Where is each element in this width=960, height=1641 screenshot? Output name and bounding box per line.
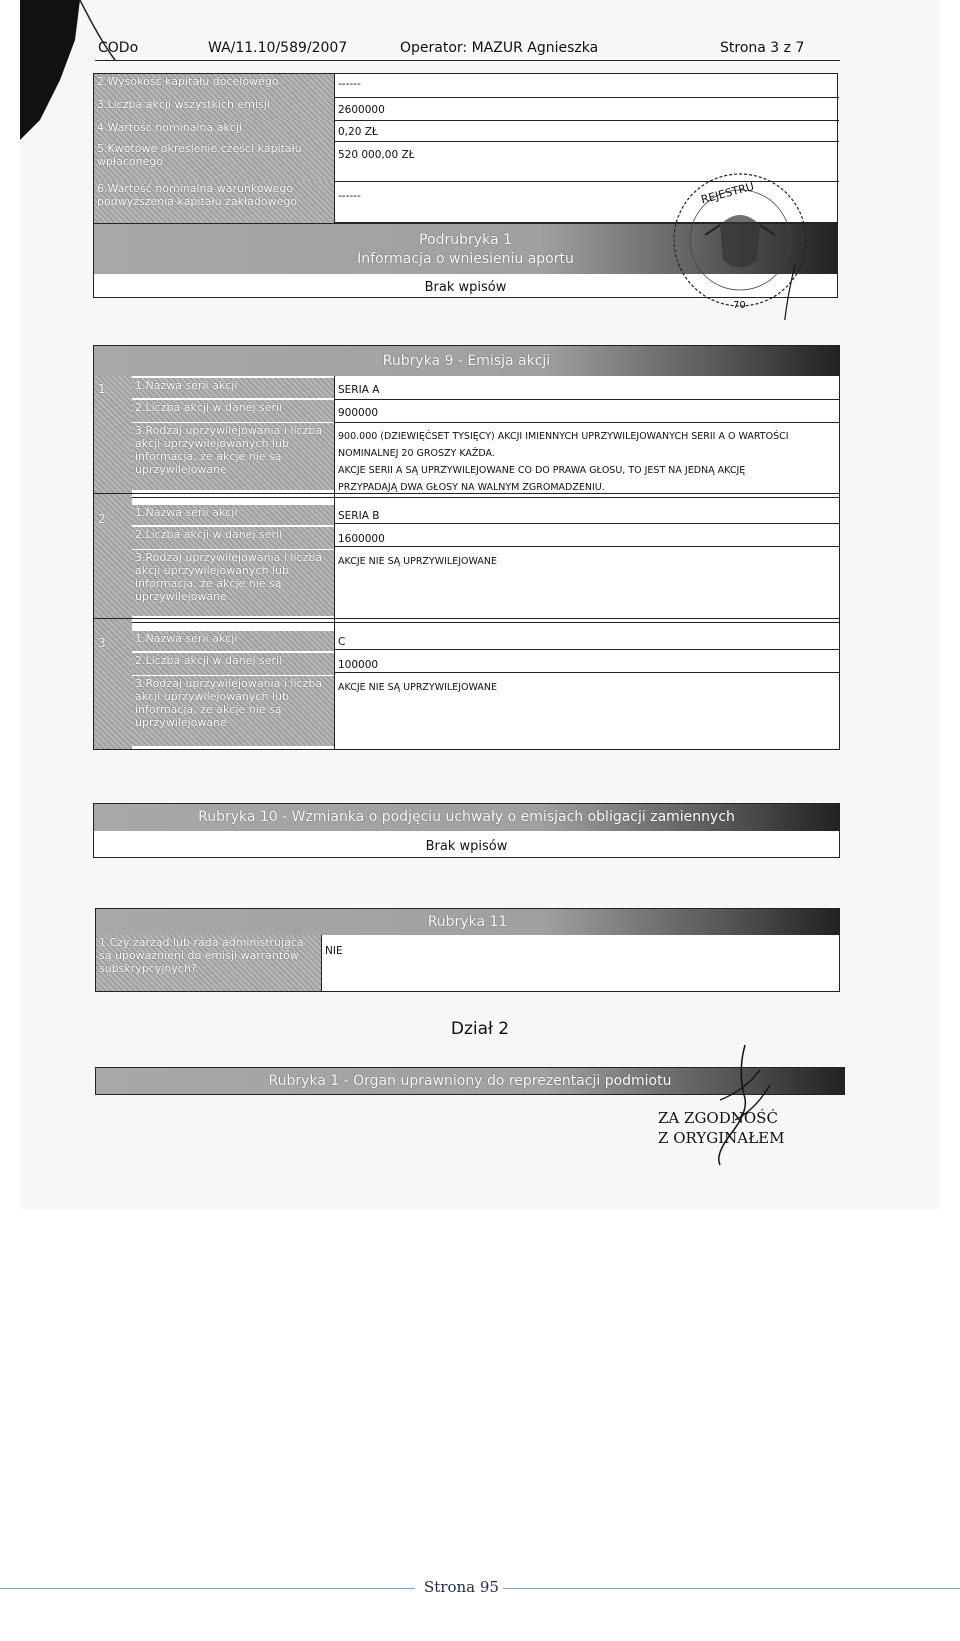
official-seal (665, 165, 815, 320)
page-indicator: Strona 3 z 7 (720, 40, 805, 56)
label-series-type: 3.Rodzaj uprzywilejowania i liczba akcji uprzywilejowanych lub informacja, że akcje nie są uprzywilejowane (132, 676, 334, 746)
label-series-name: 1.Nazwa serii akcji (132, 505, 334, 525)
operator-name: Operator: MAZUR Agnieszka (400, 40, 599, 56)
capital-label-conditional: 6.Wartość nominalna warunkowego podwyższenia kapitału zakładowego (94, 181, 334, 223)
series-number-column (94, 376, 132, 749)
label-series-name: 1.Nazwa serii akcji (132, 378, 334, 398)
subsection-subtitle: Informacja o wniesieniu aportu (357, 251, 574, 267)
section-warrants (95, 908, 840, 992)
warrants-question: 1.Czy zarząd lub rada administrująca są upoważnieni do emisji warrantów subskrypcyjnych? (96, 935, 321, 991)
label-series-type: 3.Rodzaj uprzywilejowania i liczba akcji uprzywilejowanych lub informacja, że akcje nie są uprzywilejowane (132, 550, 334, 616)
chapter-title: Dział 2 (450, 1019, 510, 1039)
capital-value-paid: 520 000,00 ZŁ (338, 149, 415, 161)
seal-number: 70 (733, 300, 746, 311)
section-share-issue (93, 345, 840, 750)
series-count: 1600000 (338, 533, 385, 545)
label-series-type: 3.Rodzaj uprzywilejowania i liczba akcji uprzywilejowanych lub informacja, że akcje nie są uprzywilejowane (132, 423, 334, 490)
capital-label-shares: 3.Liczba akcji wszystkich emisji (94, 97, 334, 120)
series-name: SERIA A (338, 384, 380, 396)
capital-value-conditional: ------ (338, 190, 361, 202)
footer-rule-left (0, 1588, 415, 1589)
capital-label-nominal: 4.Wartość nominalna akcji (94, 120, 334, 141)
section-bonds (93, 803, 840, 858)
capital-value-shares: 2600000 (338, 104, 385, 116)
capital-label-target: 2.Wysokość kapitału docelowego (94, 74, 334, 97)
reference-number: WA/11.10/589/2007 (208, 40, 348, 56)
series-name: C (338, 636, 346, 648)
series-count: 100000 (338, 659, 379, 671)
label-series-name: 1.Nazwa serii akcji (132, 631, 334, 651)
codo-label: CODo (98, 40, 139, 56)
series-number: 1 (98, 382, 106, 396)
label-series-count: 2.Liczba akcji w danej serii (132, 400, 334, 422)
series-number: 2 (98, 512, 106, 526)
footer-page-number: Strona 95 (424, 1578, 499, 1596)
page-header (98, 40, 838, 60)
handwritten-signature (700, 1040, 780, 1170)
series-type: AKCJE NIE SĄ UPRZYWILEJOWANE (338, 556, 497, 567)
subsection-empty: Brak wpisów (424, 280, 507, 295)
capital-value-nominal: 0,20 ZŁ (338, 126, 378, 138)
series-count: 900000 (338, 407, 379, 419)
header-rule (95, 60, 840, 61)
capital-value-target: ------ (338, 78, 361, 90)
stamp-line-1: ZA ZGODNOŚĆ (658, 1109, 778, 1127)
label-series-count: 2.Liczba akcji w danej serii (132, 653, 334, 675)
footer-rule-right (503, 1588, 960, 1589)
warrants-answer: NIE (325, 945, 343, 957)
section-bonds-title: Rubryka 10 - Wzmianka o podjęciu uchwały o emisjach obligacji zamiennych (198, 809, 735, 825)
series-type: AKCJE NIE SĄ UPRZYWILEJOWANE (338, 682, 497, 693)
section-share-issue-header (94, 346, 839, 376)
subsection-title: Podrubryka 1 (419, 232, 512, 248)
section-share-issue-title: Rubryka 9 - Emisja akcji (382, 353, 551, 369)
label-series-count: 2.Liczba akcji w danej serii (132, 527, 334, 549)
section-bonds-header (94, 804, 839, 831)
stamp-line-2: Z ORYGINAŁEM (658, 1129, 785, 1147)
section-representation-title: Rubryka 1 - Organ uprawniony do reprezentacji podmiotu (268, 1073, 672, 1089)
section-warrants-title: Rubryka 11 (427, 914, 508, 930)
capital-label-paid: 5.Kwotowe określenie części kapitału wpłaconego (94, 141, 334, 181)
section-bonds-empty: Brak wpisów (425, 839, 508, 854)
series-name: SERIA B (338, 510, 380, 522)
series-type: 900.000 (DZIEWIĘĆSET TYSIĘCY) AKCJI IMIENNYCH UPRZYWILEJOWANYCH SERII A O WARTOŚCI NOMINALNEJ 20 GROSZY KAŻDA. AKCJE SERII A SĄ UPRZYWILEJOWANE CO DO PRAWA GŁOSU, TO JEST NA JEDNĄ AKCJĘ PRZYPADAJĄ DWA GŁOSY NA WALNYM ZGROMADZENIU. (338, 431, 789, 493)
section-warrants-header (96, 909, 839, 935)
series-number: 3 (98, 636, 106, 650)
seal-text: REJESTRU (699, 179, 756, 207)
